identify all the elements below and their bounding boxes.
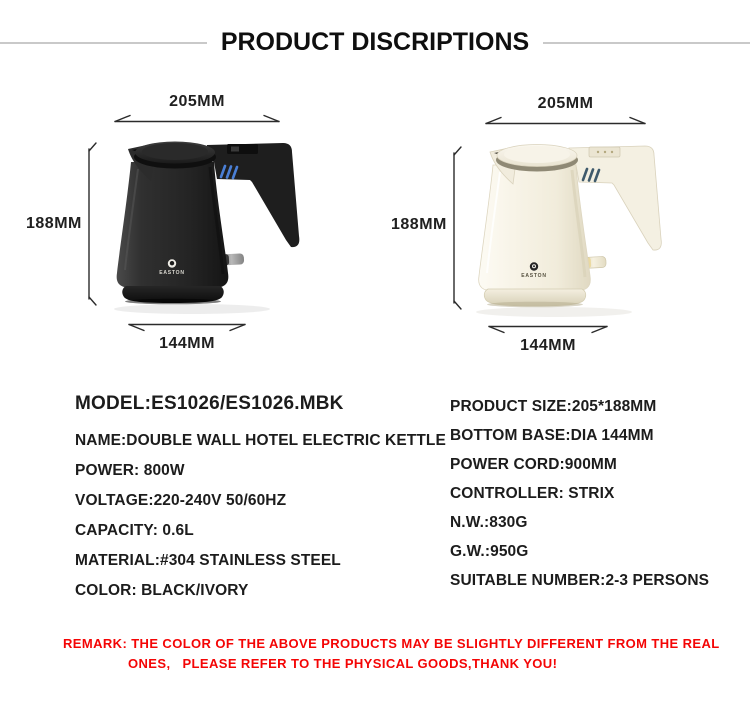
spec-column-right (450, 392, 709, 595)
lid-top (142, 143, 208, 160)
brand-text: EASTON (159, 270, 185, 276)
spec-power: POWER: 800W (75, 462, 185, 479)
spec-bottom-base: BOTTOM BASE:DIA 144MM (450, 427, 654, 444)
dimension-label: 205MM (169, 93, 225, 110)
page-title: PRODUCT DISCRIPTIONS (220, 28, 530, 56)
spec-material: MATERIAL:#304 STAINLESS STEEL (75, 552, 341, 569)
spec-gross-weight: G.W.:950G (450, 543, 529, 560)
spec-controller: CONTROLLER: STRIX (450, 485, 615, 502)
spec-name: NAME:DOUBLE WALL HOTEL ELECTRIC KETTLE (75, 432, 446, 449)
ivory-kettle-height-label: 188MM (391, 216, 447, 233)
kettle-shadow (476, 307, 632, 317)
black-kettle-base-dimension (126, 321, 248, 353)
dimension-label: 144MM (520, 337, 576, 354)
kettle-shadow (114, 304, 270, 314)
dimension-label: 205MM (537, 95, 594, 112)
brand-text: EASTON (521, 273, 547, 279)
model-number: MODEL:ES1026/ES1026.MBK (75, 393, 344, 414)
header-rule-right (543, 42, 750, 44)
spec-color: COLOR: BLACK/IVORY (75, 582, 249, 599)
dimension-arrow-horizontal (483, 115, 648, 127)
remark-line-2: ONES, PLEASE REFER TO THE PHYSICAL GOODS,THANK YOU! (128, 656, 558, 671)
dimension-arrow-horizontal (486, 323, 610, 335)
header-rule-left (0, 42, 207, 44)
black-kettle-width-dimension (112, 93, 282, 125)
black-kettle-photo (100, 136, 305, 321)
ivory-kettle-width-dimension (483, 95, 648, 127)
lid-top (504, 146, 570, 163)
dimension-arrow-horizontal (126, 321, 248, 333)
black-kettle-height-dimension-arrow (83, 142, 99, 306)
ivory-kettle-photo (462, 139, 667, 324)
header (0, 28, 750, 57)
switch-button (231, 147, 239, 152)
spec-suitable-number: SUITABLE NUMBER:2-3 PERSONS (450, 572, 710, 589)
base-bottom (125, 299, 221, 305)
dimension-arrow-horizontal (112, 113, 282, 125)
spec-net-weight: N.W.:830G (450, 514, 528, 531)
base-bottom (487, 302, 583, 308)
spec-product-size: PRODUCT SIZE:205*188MM (450, 398, 657, 415)
spec-capacity: CAPACITY: 0.6L (75, 522, 194, 539)
ivory-kettle-base-dimension (486, 323, 610, 355)
spec-voltage: VOLTAGE:220-240V 50/60HZ (75, 492, 287, 509)
spec-column-left (75, 392, 446, 606)
remark-line-1: REMARK: THE COLOR OF THE ABOVE PRODUCTS MAY BE SLIGHTLY DIFFERENT FROM THE REAL (63, 636, 720, 651)
black-kettle-height-label: 188MM (26, 215, 82, 232)
spec-power-cord: POWER CORD:900MM (450, 456, 617, 473)
dimension-label: 144MM (159, 335, 215, 352)
